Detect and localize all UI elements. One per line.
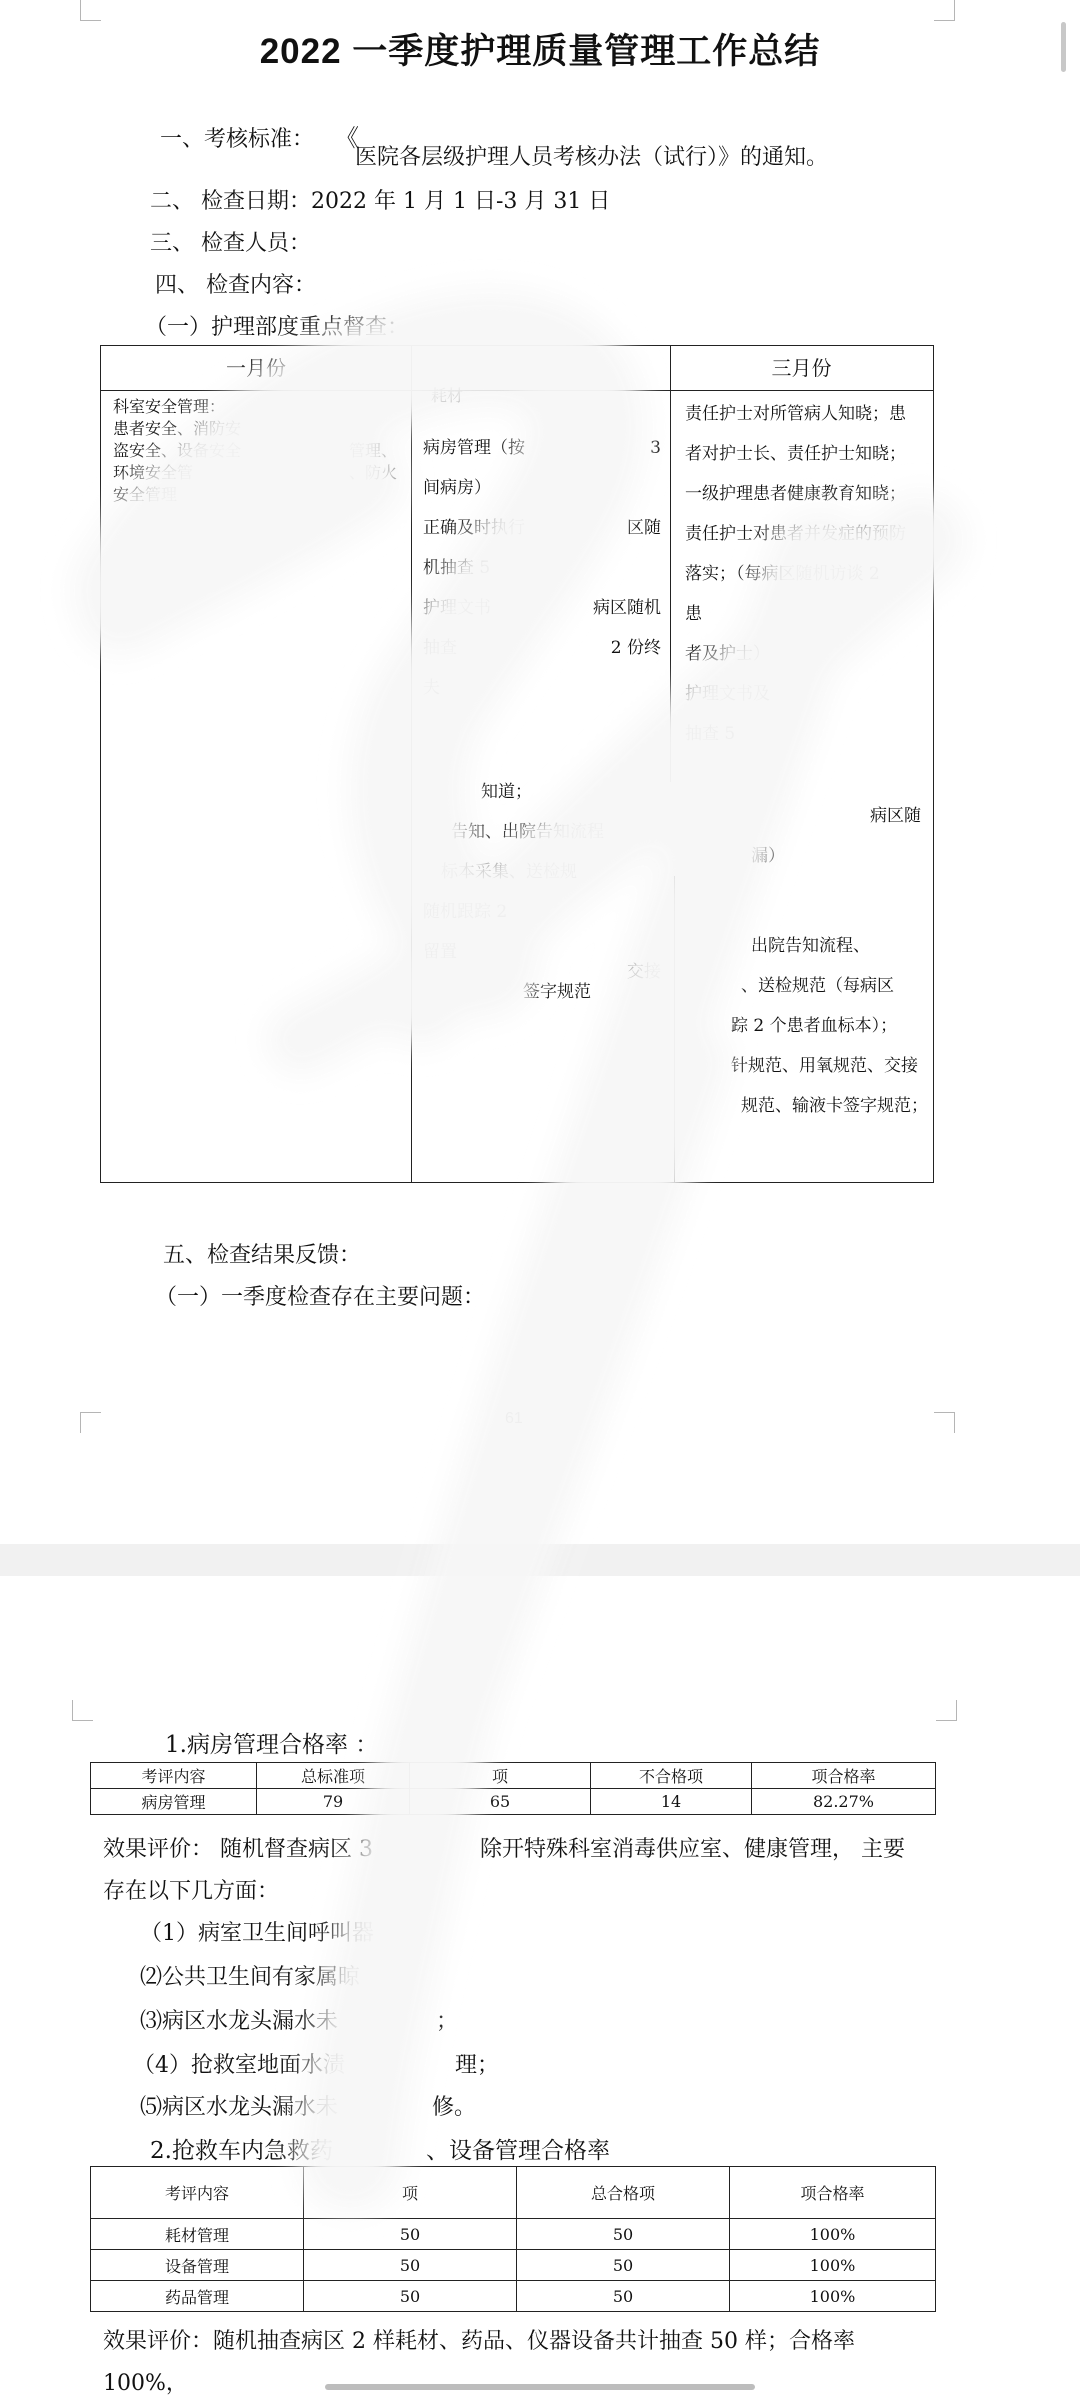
inspection-content-table [100,345,934,1183]
cell-line: 落实；（每病区随机访谈 2 [685,564,880,584]
cell-line: 夫 [423,678,440,698]
february-cell-fragment: 耗材 [431,386,464,405]
cell-line: 签字规范 [523,982,591,1002]
february-cell-b [423,772,604,1012]
cell-line: 一级护理患者健康教育知晓； [685,484,906,504]
table-cell: 65 [410,1789,591,1815]
crash-cart-heading: 2.抢救车内急救药 [150,2138,333,2164]
cell-line: 护理文书 [423,598,491,618]
section-5-heading: 五、检查结果反馈： [163,1243,362,1268]
section-1-text: 医院各层级护理人员考核办法（试行）》的通知。 [355,145,829,170]
cell-line: 环境安全管 [113,463,194,482]
home-indicator[interactable] [325,2384,755,2390]
table-cell: 50 [517,2219,730,2250]
cell-line: 盗安全、设备安全 [113,441,242,460]
cell-line: 、防火 [349,463,398,482]
table-header-cell: 考评内容 [91,2167,304,2219]
section-4-1-heading: （一）护理部度重点督查： [145,315,410,340]
document-page-2 [0,1576,1080,2400]
evaluation-1-text-b: 除开特殊科室消毒供应室、健康管理， 主要 [480,1837,905,1862]
section-1-label: 一、考核标准： [160,127,315,152]
page-corner-mark [72,1700,93,1721]
table-divider [670,346,671,782]
cell-line: 间病房） [423,478,491,498]
cell-line: 漏） [751,846,785,866]
evaluation-2-text: 效果评价：随机抽查病区 2 样耗材、药品、仪器设备共计抽查 50 样；合格率 [103,2329,855,2354]
crash-cart-heading-tail: 、设备管理合格率 [426,2138,610,2164]
cell-line: 机抽查 5 [423,558,491,578]
issue-item-3-tail: ； [436,2009,459,2034]
page-corner-mark [934,1412,955,1433]
page-corner-mark [80,1412,101,1433]
table-header-cell: 项合格率 [752,1763,936,1789]
january-cell [113,396,241,506]
cell-line: 区随 [627,518,661,538]
section-5-1-heading: （一）一季度检查存在主要问题： [155,1285,486,1310]
table-cell: 100% [730,2219,936,2250]
cell-line: 责任护士对患者并发症的预防 [685,524,906,544]
cell-line: 针规范、用氧规范、交接 [731,1056,918,1076]
cell-line: 2 份终 [610,638,661,658]
march-cell-c [711,926,928,1126]
page-corner-mark [934,0,955,21]
page-gap [0,1544,1080,1576]
cell-line: 者及护士） [685,644,770,664]
evaluation-1-text: 效果评价： 随机督查病区 3 [103,1837,373,1862]
cell-line: 踪 2 个患者血标本）； [731,1016,898,1036]
issue-item-1: （1）病室卫生间呼叫器 [140,1921,374,1946]
cell-line: 病房管理（按 [423,438,525,458]
table-header-cell: 项合格率 [730,2167,936,2219]
table-cell: 50 [304,2250,517,2281]
document-title: 2022 一季度护理质量管理工作总结 [259,32,821,71]
table-divider [674,876,675,1182]
march-cell [685,394,906,754]
issue-item-4-tail: 理； [455,2053,500,2078]
february-cell-tail-b: 交接 [627,962,661,982]
table-header-january: 一月份 [101,346,411,391]
cell-line: 者对护士长、责任护士知晓； [685,444,906,464]
section-1-quote: 《 [335,124,359,152]
table-cell: 82.27% [752,1789,936,1815]
cell-line: 3 [650,438,661,458]
page-number: 61 [505,1410,523,1427]
scrollbar-thumb[interactable] [1061,22,1066,72]
february-cell-tail [581,508,661,668]
issue-item-3: ⑶病区水龙头漏水未 [140,2009,339,2034]
evaluation-2-text-b: 100%， [103,2371,188,2396]
page-corner-mark [936,1700,957,1721]
table-cell: 100% [730,2281,936,2312]
section-3-inspectors: 三、 检查人员： [150,231,311,256]
table-header-cell: 总标准项 [257,1763,410,1789]
cell-line: 抽查 [423,638,457,658]
table-header-march: 三月份 [670,346,933,391]
table-divider [411,346,412,1182]
cell-line: 规范、输液卡签字规范； [741,1096,928,1116]
table-cell: 50 [517,2281,730,2312]
section-4-content: 四、 检查内容： [155,273,316,298]
january-cell-tail [349,440,397,484]
table-cell: 14 [591,1789,752,1815]
table-header-cell: 项 [304,2167,517,2219]
cell-line: 告知、出院告知流程 [451,822,604,842]
cell-line: 出院告知流程、 [751,936,870,956]
february-cell-tail [621,428,661,468]
cell-line: 抽查 5 [685,724,736,744]
cell-line: 患者安全、消防安 [113,419,242,438]
table-cell: 50 [304,2281,517,2312]
ward-management-table [90,1762,936,1815]
cell-line: 病区随机 [593,598,661,618]
table-header-cell: 不合格项 [591,1763,752,1789]
table-cell: 药品管理 [91,2281,304,2312]
issue-item-4: （4）抢救室地面水渍 [133,2053,345,2078]
table-cell: 耗材管理 [91,2219,304,2250]
cell-line: 留置 [423,942,457,962]
cell-line: 随机跟踪 2 [423,902,508,922]
evaluation-1-text-c: 存在以下几方面： [103,1879,280,1904]
march-cell-b [741,796,921,876]
section-2-date: 二、 检查日期：2022 年 1 月 1 日-3 月 31 日 [150,189,611,214]
february-cell [423,428,525,708]
table-cell: 50 [304,2219,517,2250]
issue-item-2: ⑵公共卫生间有家属晾 [140,1965,361,1990]
table-header-cell: 项 [410,1763,591,1789]
cell-line: 管理、 [349,441,398,460]
table-cell: 病房管理 [91,1789,257,1815]
table-cell: 100% [730,2250,936,2281]
cell-line: 正确及时执行 [423,518,525,538]
page-corner-mark [80,0,101,21]
table-header-february [411,346,670,391]
table-cell: 50 [517,2250,730,2281]
cell-line: 科室安全管理： [113,397,226,416]
cell-line: 护理文书及 [685,684,770,704]
issue-item-5: ⑸病区水龙头漏水未 [140,2095,339,2120]
cell-line: 责任护士对所管病人知晓；患 [685,404,906,424]
table-header-cell: 考评内容 [91,1763,257,1789]
cell-line: 、送检规范（每病区 [741,976,894,996]
crash-cart-table [90,2166,936,2312]
cell-line: 知道； [481,782,532,802]
cell-line: 安全管理 [113,485,178,504]
table-cell: 设备管理 [91,2250,304,2281]
ward-management-heading: 1.病房管理合格率 ： [165,1732,379,1758]
table-header-cell: 总合格项 [517,2167,730,2219]
issue-item-5-tail: 修。 [432,2095,477,2120]
cell-line: 标本采集、送检规 [441,862,577,882]
cell-line: 患 [685,604,702,624]
table-cell: 79 [257,1789,410,1815]
cell-line: 病区随 [870,806,921,826]
